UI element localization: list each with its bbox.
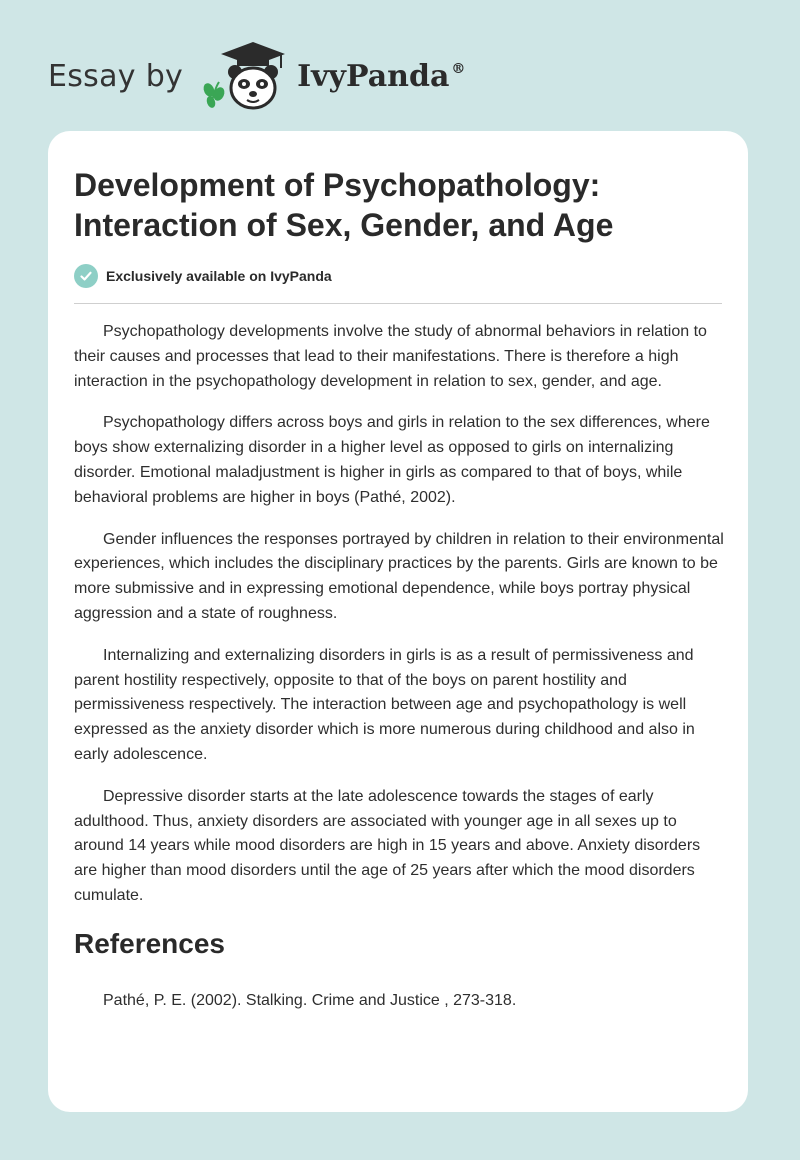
essay-by-label: Essay by — [48, 58, 184, 94]
exclusive-badge — [74, 264, 332, 288]
site-header — [48, 36, 465, 116]
ivypanda-brand-link[interactable] — [297, 59, 465, 94]
references-heading: References — [74, 928, 225, 959]
paragraph: Psychopathology differs across boys and girls in relation to the sex differences, where boys show externalizing disorder in a higher level as opposed to girls on internalizing disorder. Emotional maladjustment is higher in girls as compared to that of boys, while behavioral problems are higher in boys (Pathé, 2002). — [74, 414, 710, 506]
registered-mark: ® — [451, 60, 466, 77]
essay-body — [74, 320, 724, 926]
paragraph: Psychopathology developments involve the study of abnormal behaviors in relation to their causes and processes that lead to their manifestations. There is therefore a high interaction in the psychopathology development in relation to sex, gender, and age. — [74, 323, 707, 390]
paragraph: Depressive disorder starts at the late adolescence towards the stages of early adulthood. Thus, anxiety disorders are associated with younger age in all sexes up to around 14 years while mood disorders are high in 15 years and above. Anxiety disorders are higher than mood disorders until the age of 25 years after which the mood disorders cumulate. — [74, 787, 701, 904]
paragraph: Gender influences the responses portrayed by children in relation to their environmental experiences, which includes the disciplinary practices by the parents. Girls are known to be more submissive and in expressing emotional dependence, while boys portray physical aggression and a state of roughness. — [74, 530, 724, 622]
divider — [74, 303, 722, 304]
paragraph: Internalizing and externalizing disorders in girls is as a result of permissiveness and parent hostility respectively, opposite to that of the boys on parent hostility and permissiveness respectively. The interaction between age and psychopathology is well expressed as the anxiety disorder which is more numerous during childhood and also in early adolescence. — [74, 646, 695, 763]
leaf-icon — [202, 82, 227, 109]
reference-item: Pathé, P. E. (2002). Stalking. Crime and Justice , 273-318. — [103, 992, 517, 1009]
exclusive-badge-label: Exclusively available on IvyPanda — [106, 268, 332, 284]
check-circle-icon — [74, 264, 98, 288]
page-title: Development of Psychopathology: Interaction of Sex, Gender, and Age — [74, 167, 614, 243]
brand-name: IvyPanda — [297, 58, 450, 94]
panda-graduate-logo-icon[interactable] — [197, 38, 289, 114]
essay-card — [48, 131, 748, 1112]
